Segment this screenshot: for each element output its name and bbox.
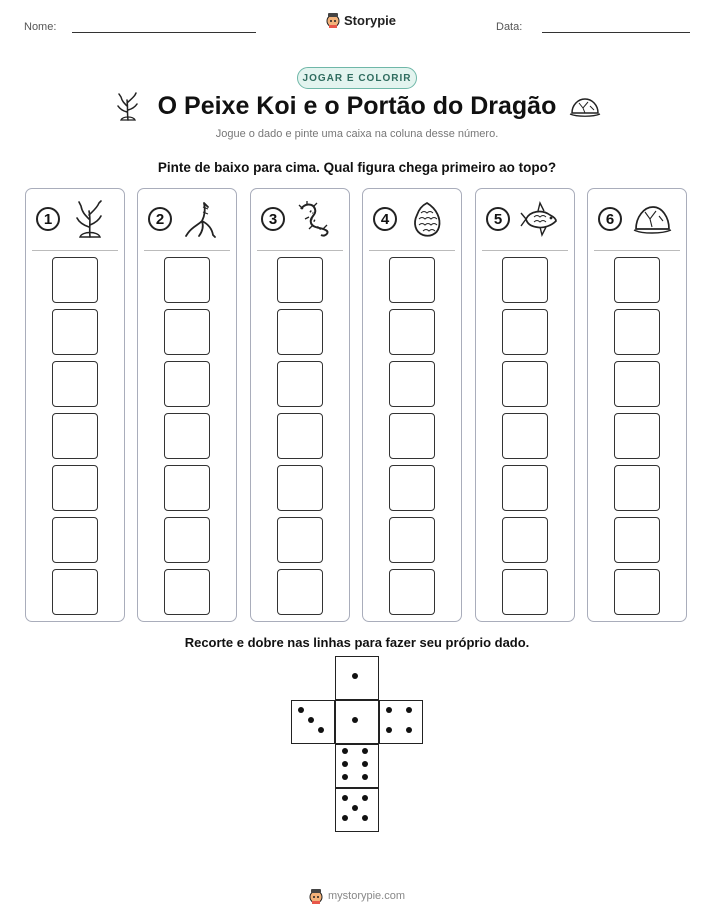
- dice-pip: [362, 815, 368, 821]
- color-box[interactable]: [614, 257, 660, 303]
- color-box[interactable]: [164, 517, 210, 563]
- dice-face-1: [335, 656, 379, 700]
- color-box[interactable]: [164, 257, 210, 303]
- koi-fish-icon: [520, 199, 560, 239]
- color-box[interactable]: [52, 309, 98, 355]
- dice-face-1: [335, 700, 379, 744]
- color-box[interactable]: [52, 517, 98, 563]
- color-box[interactable]: [614, 465, 660, 511]
- dice-pip: [406, 707, 412, 713]
- rock-icon: [632, 199, 672, 239]
- color-box[interactable]: [502, 517, 548, 563]
- rock-icon: [569, 95, 601, 119]
- column-number: 5: [486, 207, 510, 231]
- footer-url[interactable]: mystorypie.com: [327, 890, 406, 902]
- color-box[interactable]: [502, 309, 548, 355]
- color-box[interactable]: [277, 361, 323, 407]
- date-line[interactable]: [542, 32, 690, 33]
- dice-instruction: Recorte e dobre nas linhas para fazer seu próprio dado.: [184, 635, 530, 650]
- dice-pip: [362, 761, 368, 767]
- dice-face-3: [291, 700, 335, 744]
- color-box[interactable]: [52, 569, 98, 615]
- color-box[interactable]: [164, 309, 210, 355]
- storypie-mascot-icon: [309, 888, 323, 904]
- color-box[interactable]: [614, 413, 660, 459]
- dice-pip: [342, 761, 348, 767]
- coloring-instruction: Pinte de baixo para cima. Qual figura chega primeiro ao topo?: [157, 160, 557, 175]
- color-box[interactable]: [389, 517, 435, 563]
- color-box[interactable]: [389, 465, 435, 511]
- color-box[interactable]: [164, 569, 210, 615]
- page-subtitle: Jogue o dado e pinte uma caixa na coluna desse número.: [215, 128, 499, 140]
- dice-face-5: [335, 788, 379, 832]
- color-box[interactable]: [52, 413, 98, 459]
- dice-pip: [342, 815, 348, 821]
- dice-pip: [342, 795, 348, 801]
- dice-pip: [406, 727, 412, 733]
- dice-pip: [352, 717, 358, 723]
- column-divider: [32, 250, 118, 251]
- color-box[interactable]: [502, 465, 548, 511]
- dice-pip: [362, 774, 368, 780]
- dice-pip: [386, 727, 392, 733]
- color-box[interactable]: [52, 257, 98, 303]
- category-badge: JOGAR E COLORIR: [297, 67, 417, 89]
- brand-name: Storypie: [344, 12, 397, 28]
- column-number: 4: [373, 207, 397, 231]
- dragon-icon: [295, 199, 335, 239]
- dragon-claw-icon: [182, 199, 222, 239]
- color-box[interactable]: [277, 257, 323, 303]
- dice-pip: [342, 748, 348, 754]
- column-divider: [482, 250, 568, 251]
- color-box[interactable]: [389, 413, 435, 459]
- color-box[interactable]: [164, 361, 210, 407]
- color-box[interactable]: [614, 309, 660, 355]
- dice-pip: [362, 748, 368, 754]
- color-box[interactable]: [164, 413, 210, 459]
- brand-logo: [326, 12, 396, 28]
- color-box[interactable]: [389, 361, 435, 407]
- color-box[interactable]: [502, 569, 548, 615]
- column-number: 3: [261, 207, 285, 231]
- name-line[interactable]: [72, 32, 256, 33]
- name-label: Nome:: [24, 21, 57, 33]
- column-number: 1: [36, 207, 60, 231]
- color-box[interactable]: [502, 361, 548, 407]
- color-box[interactable]: [277, 517, 323, 563]
- column-2: [137, 188, 237, 622]
- column-1: [25, 188, 125, 622]
- color-box[interactable]: [52, 465, 98, 511]
- footer: [0, 888, 714, 904]
- color-box[interactable]: [614, 361, 660, 407]
- color-box[interactable]: [614, 569, 660, 615]
- column-6: [587, 188, 687, 622]
- color-box[interactable]: [614, 517, 660, 563]
- column-3: [250, 188, 350, 622]
- column-divider: [257, 250, 343, 251]
- color-box[interactable]: [389, 257, 435, 303]
- dice-pip: [308, 717, 314, 723]
- dice-pip: [386, 707, 392, 713]
- dice-pip: [362, 795, 368, 801]
- color-box[interactable]: [52, 361, 98, 407]
- dice-pip: [342, 774, 348, 780]
- color-box[interactable]: [164, 465, 210, 511]
- color-box[interactable]: [277, 465, 323, 511]
- color-box[interactable]: [389, 309, 435, 355]
- column-5: [475, 188, 575, 622]
- column-divider: [144, 250, 230, 251]
- column-4: [362, 188, 462, 622]
- page-title: O Peixe Koi e o Portão do Dragão: [157, 92, 557, 120]
- color-box[interactable]: [277, 413, 323, 459]
- column-number: 6: [598, 207, 622, 231]
- dice-pip: [352, 805, 358, 811]
- column-number: 2: [148, 207, 172, 231]
- dice-pip: [352, 673, 358, 679]
- storypie-mascot-icon: [326, 12, 340, 28]
- color-box[interactable]: [277, 309, 323, 355]
- color-box[interactable]: [502, 413, 548, 459]
- column-divider: [594, 250, 680, 251]
- color-box[interactable]: [389, 569, 435, 615]
- dice-face-6: [335, 744, 379, 788]
- coral-icon: [70, 199, 110, 239]
- date-label: Data:: [496, 21, 523, 33]
- color-box[interactable]: [502, 257, 548, 303]
- color-box[interactable]: [277, 569, 323, 615]
- dice-pip: [318, 727, 324, 733]
- dice-face-4: [379, 700, 423, 744]
- dice-pip: [298, 707, 304, 713]
- dragon-scale-icon: [407, 199, 447, 239]
- column-divider: [369, 250, 455, 251]
